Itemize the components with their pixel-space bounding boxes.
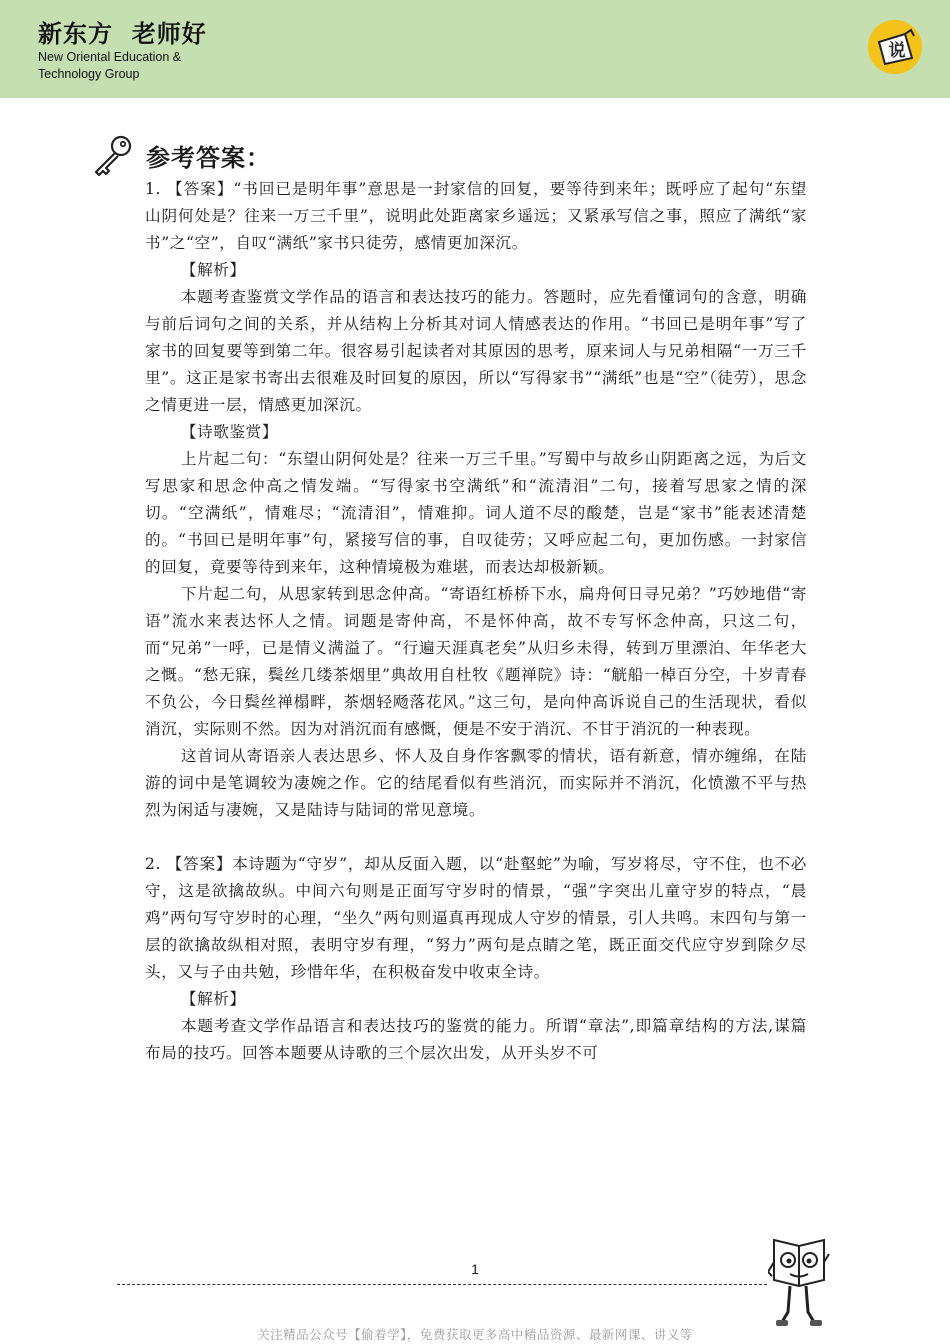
analysis-paragraph-2: 本题考查文学作品语言和表达技巧的鉴赏的能力。所谓“章法”,即篇章结构的方法,谋篇布局的技巧。回答本题要从诗歌的三个层次出发，从开头岁不可 (145, 1017, 807, 1062)
paragraph-spacer (145, 824, 807, 851)
analysis-label-2: 【解析】 (180, 990, 246, 1008)
appreciation-paragraph-2: 下片起二句，从思家转到思念仲高。“寄语红桥桥下水，扁舟何日寻兄弟？”巧妙地借“寄语”流水来表达怀人之情。词题是寄仲高，不是怀仲高，故不专写怀念仲高，只这二句，而“兄弟”一呼，已是情义满溢了。“行遍天涯真老矣”从归乡未得，转到万里漂泊、年华老大之慨。“愁无寐，鬓丝几缕茶烟里”典故用自杜牧《题禅院》诗：“觥船一棹百分空，十岁青春不负公，今日鬓丝禅榻畔，茶烟轻飏落花风。”这三句，是向仲高诉说自己的生活现状，看似消沉，实际则不然。因为对消沉而有感慨，便是不安于消沉、不甘于消沉的一种表现。 (145, 585, 807, 738)
header-band (0, 0, 950, 98)
brand-en-line1: New Oriental Education & (38, 50, 182, 64)
brand-en-line2: Technology Group (38, 67, 140, 81)
answer-2: 2. 【答案】本诗题为“守岁”，却从反面入题，以“赴壑蛇”为喻，写岁将尽，守不住，也不必守，这是欲擒故纵。中间六句则是正面写守岁时的情景，“强”字突出儿童守岁的特点，“晨鸡”两句写守岁时的心理，“坐久”两句则逼真再现成人守岁的情景，引人共鸣。末四句与第一层的欲擒故纵相对照，表明守岁有理，“努力”两句是点睛之笔，既正面交代应守岁到除夕尽头，又与子由共勉，珍惜年华，在积极奋发中收束全诗。 (145, 855, 807, 981)
analysis-label-1: 【解析】 (180, 261, 246, 279)
appreciation-label: 【诗歌鉴赏】 (180, 423, 279, 441)
speech-logo-icon (868, 20, 922, 74)
answer-body (145, 176, 807, 1067)
section-title: 参考答案： (146, 144, 271, 172)
key-icon (90, 132, 136, 178)
footer-divider (117, 1284, 767, 1285)
answer-1: 1. 【答案】“书回已是明年事”意思是一封家信的回复，要等待到来年；既呼应了起句“东望山阴何处是？往来一万三千里”，说明此处距离家乡遥远；又紧承写信之事，照应了满纸“家书”之“空”，自叹“满纸”家书只徒劳，感情更加深沉。 (145, 180, 807, 252)
footer-note: 关注精品公众号【偷着学】，免费获取更多高中精品资源、最新网课、讲义等 (257, 1327, 693, 1342)
page-number: 1 (471, 1261, 479, 1277)
book-mascot-icon (768, 1232, 830, 1332)
logo-glyph: 说 (888, 41, 906, 61)
appreciation-paragraph-1: 上片起二句：“东望山阴何处是？往来一万三千里。”写蜀中与故乡山阴距离之远，为后文写思家和思念仲高之情发端。“写得家书空满纸”和“流清泪”二句，接着写思家之情的深切。“空满纸”，情难尽；“流清泪”，情难抑。词人道不尽的酸楚，岂是“家书”能表述清楚的。“书回已是明年事”句，紧接写信的事，自叹徒劳；又呼应起二句，更加伤感。一封家信的回复，竟要等待到来年，这种情境极为难堪，而表达却极新颖。 (145, 450, 807, 576)
brand-name-en (38, 49, 238, 83)
analysis-paragraph-1: 本题考查鉴赏文学作品的语言和表达技巧的能力。答题时，应先看懂词句的含意，明确与前后词句之间的关系，并从结构上分析其对词人情感表达的作用。“书回已是明年事”写了家书的回复要等到第二年。很容易引起读者对其原因的思考，原来词人与兄弟相隔“一万三千里”。这正是家书寄出去很难及时回复的原因，所以“写得家书”“满纸”也是“空”（徒劳），思念之情更进一层，情感更加深沉。 (145, 288, 807, 414)
appreciation-paragraph-3: 这首词从寄语亲人表达思乡、怀人及自身作客飘零的情状，语有新意，情亦缠绵，在陆游的词中是笔调较为凄婉之作。它的结尾看似有些消沉，而实际并不消沉，化愤激不平与热烈为闲适与凄婉，又是陆诗与陆词的常见意境。 (145, 747, 807, 819)
brand-name-cn: 新东方 老师好 (38, 20, 207, 48)
